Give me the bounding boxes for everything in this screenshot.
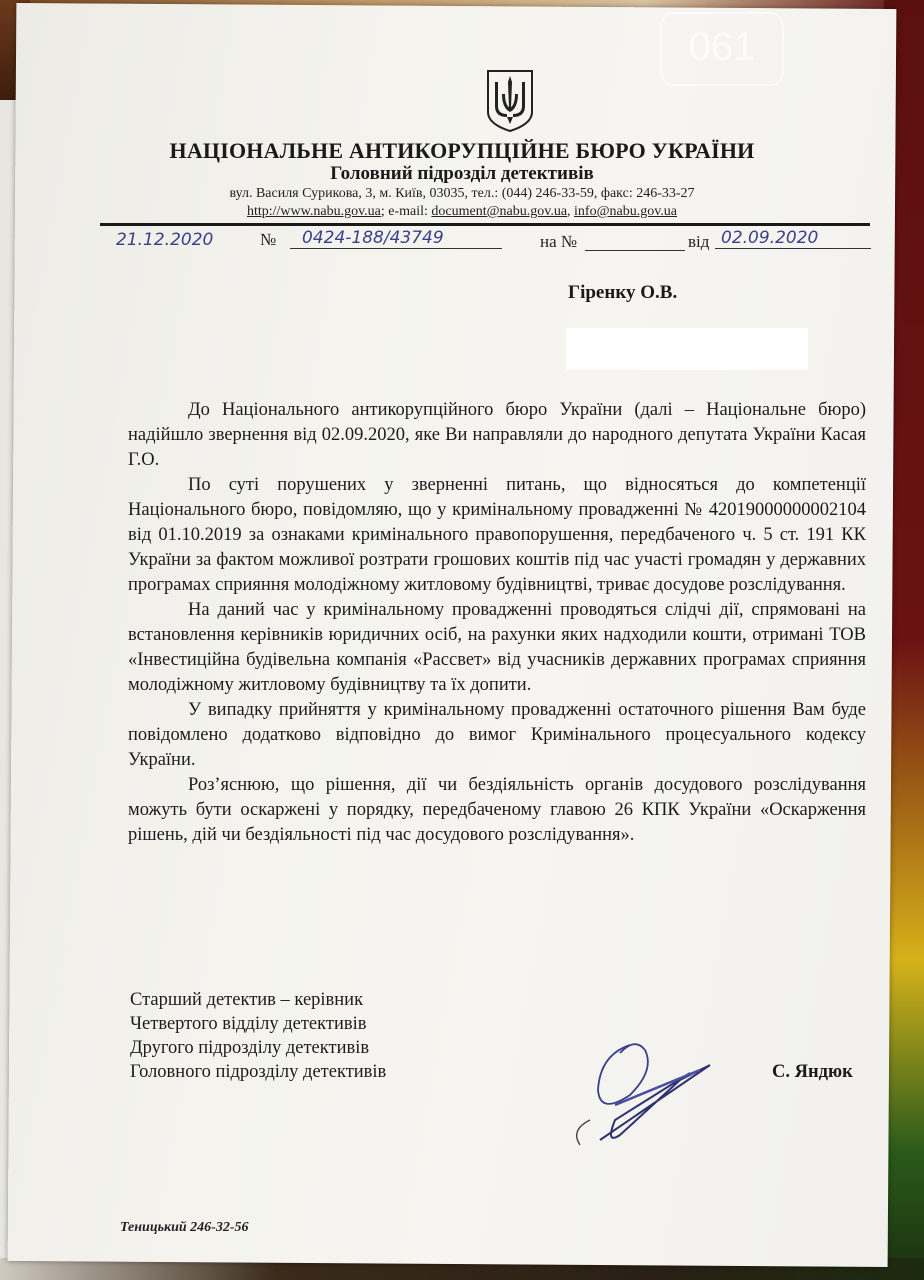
watermark-logo: 061 — [660, 12, 784, 86]
executor-note: Теницький 246-32-56 — [120, 1220, 249, 1235]
signer-position-line: Головного підрозділу детективів — [130, 1062, 387, 1082]
body-paragraph: По суті порушених у зверненні питань, що відносяться до компетенції Національного бюро, повідомляю, що у кримінальному провадженні № 42019000000002104 від 01.10.2019 за ознаками кримінального правопорушення, передбаченого ч. 5 ст. 191 КК України за фактом можливої розтрати грошових коштів під час участі громадян у державних програмах сприяння молодіжному житловому будівництві, триває досудове розслідування. — [128, 475, 866, 595]
signer-position-line: Четвертого відділу детективів — [130, 1014, 367, 1034]
signer-position-line: Другого підрозділу детективів — [130, 1038, 370, 1058]
handwritten-signature-icon — [560, 1035, 730, 1155]
reply-to-date: 02.09.2020 — [715, 228, 871, 249]
body-paragraph: Роз’яснюю, що рішення, дії чи бездіяльність органів досудового розслідування можуть бути оскаржені у порядку, передбаченому главою 26 КПК України «Оскарження рішень, дій чи бездіяльності під час досудового розслідування». — [128, 775, 866, 845]
email-info-link[interactable]: info@nabu.gov.ua — [574, 204, 678, 219]
email-document-link[interactable]: document@nabu.gov.ua — [431, 204, 568, 219]
body-paragraph: На даний час у кримінальному провадженні проводяться слідчі дії, спрямовані на встановлення керівників юридичних осіб, на рахунки яких надходили кошти, отримані ТОВ «Інвестиційна будівельна компанія «Рассвет» від учасників державних програмах сприяння молодіжному житловому будівництву та їх допити. — [128, 600, 866, 695]
body-paragraph: У випадку прийняття у кримінальному провадженні остаточного рішення Вам буде повідомлено додатково відповідно до вимог Кримінального процесуального кодексу України. — [128, 700, 866, 770]
outgoing-date: 21.12.2020 — [116, 230, 214, 250]
signer-position-line: Старший детектив – керівник — [130, 990, 364, 1010]
outgoing-number: 0424-188/43749 — [290, 228, 502, 249]
website-link[interactable]: http://www.nabu.gov.ua — [246, 204, 381, 219]
organization-address: вул. Василя Сурикова, 3, м. Київ, 03035, тел.: (044) 246-33-59, факс: 246-33-27 — [229, 186, 695, 201]
signer-name: С. Яндюк — [772, 1062, 853, 1082]
reply-to-label: на № — [540, 232, 578, 251]
letter-body — [128, 398, 866, 848]
addressee-name: Гіренку О.В. — [568, 282, 678, 303]
body-paragraph: До Національного антикорупційного бюро України (далі – Національне бюро) надійшло звернення від 02.09.2020, яке Ви направляли до народного депутата України Касая Г.О. — [128, 400, 866, 470]
header-divider — [100, 223, 870, 226]
redacted-address-block — [566, 328, 808, 370]
division-name: Головний підрозділ детективів — [330, 163, 594, 184]
number-label: № — [260, 230, 277, 249]
trident-coat-of-arms-icon — [485, 68, 535, 134]
organization-contacts — [0, 204, 924, 220]
from-label: від — [688, 232, 710, 251]
signer-position — [130, 988, 386, 1084]
registration-line — [110, 228, 870, 258]
reply-to-number — [585, 250, 685, 251]
organization-name: НАЦІОНАЛЬНЕ АНТИКОРУПЦІЙНЕ БЮРО УКРАЇНИ — [169, 138, 755, 163]
email-separator: , — [567, 204, 575, 219]
email-prefix: ; e-mail: — [380, 204, 432, 219]
